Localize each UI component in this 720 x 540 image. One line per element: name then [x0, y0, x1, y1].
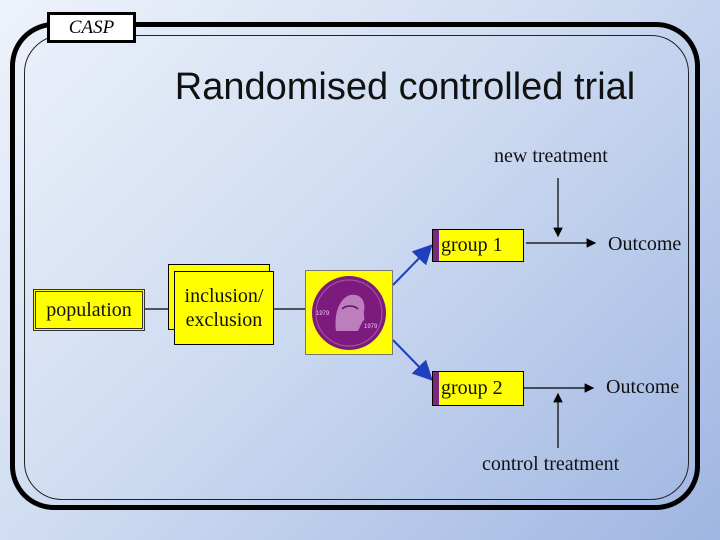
coin-year-left: 1979	[316, 311, 330, 317]
coin-year: 1979	[364, 324, 378, 330]
group2-box	[432, 371, 524, 406]
outcome2-label: Outcome	[606, 376, 680, 398]
arrow-to-group1	[393, 247, 430, 285]
inclusion-exclusion-box	[174, 271, 274, 345]
control-treatment-label: control treatment	[482, 453, 620, 475]
arrow-to-group2	[393, 340, 430, 378]
exclusion-label: exclusion	[185, 309, 263, 331]
population-label: population	[46, 298, 132, 321]
new-treatment-label: new treatment	[494, 145, 608, 167]
group1-box	[432, 229, 524, 262]
population-box	[33, 289, 145, 331]
group1-label: group 1	[441, 234, 503, 256]
outcome1-label: Outcome	[608, 233, 682, 255]
randomisation-coin	[305, 270, 393, 355]
page-title: Randomised controlled trial	[174, 66, 636, 108]
casp-logo: CASP	[47, 12, 136, 43]
group2-label: group 2	[441, 377, 503, 399]
coin-icon	[306, 271, 392, 354]
inclusion-label: inclusion/	[184, 285, 264, 307]
